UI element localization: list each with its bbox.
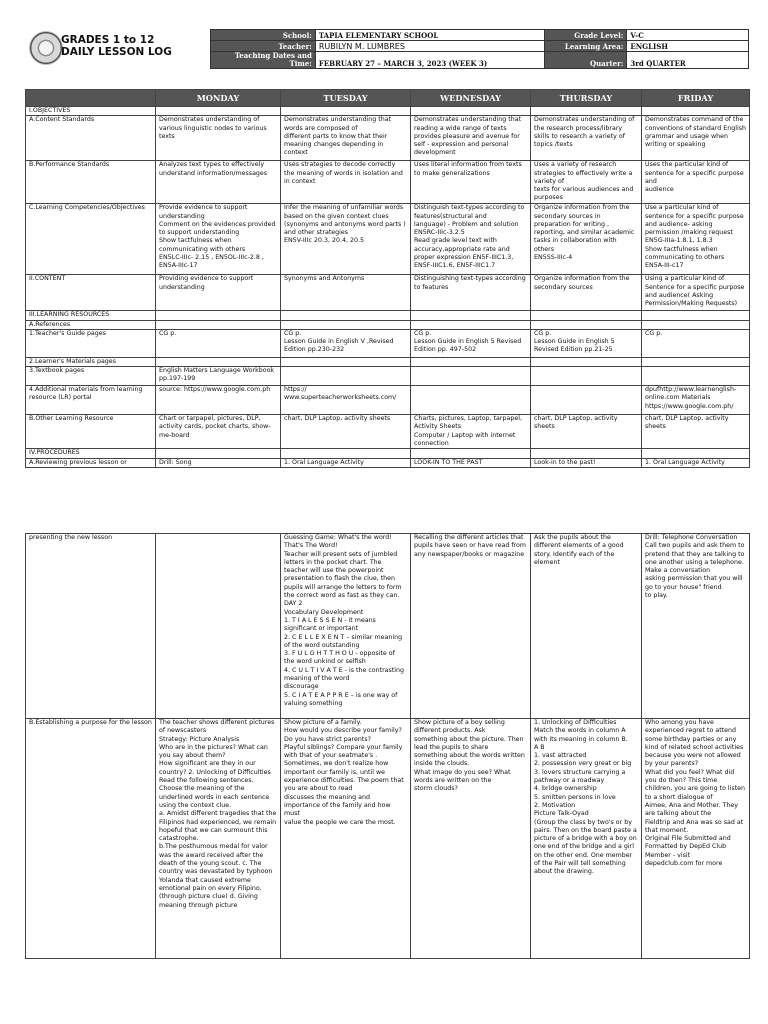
lesson-cell [531,449,642,458]
lesson-cell: 1. Oral Language Activity [642,458,750,467]
lesson-cell [281,320,411,329]
lesson-cell [642,320,750,329]
lesson-cell [281,357,411,366]
lesson-cell: Using a particular kind of Sentence for a specific purpose and audience( Asking Permission/Making Requests) [642,275,750,311]
row-label: IV.PROCEDURES [26,449,156,458]
lesson-cell: Chart or tarpapel, pictures, DLP, activity cards, pocket charts, show-me-board [156,415,281,449]
document-header [25,29,749,71]
lesson-cell: Providing evidence to support understanding [156,275,281,311]
day-thursday: THURSDAY [531,90,642,107]
lesson-cell: Recalling the different articles that pupils have seen or have read from any newspaper/books or magazine [411,534,531,719]
lesson-cell [156,357,281,366]
lesson-cell: CG p. Lesson Guide in English 5 Revised Edition pp. 497-502 [411,329,531,357]
lesson-cell: CG p. Lesson Guide in English V ,Revised Edition pp.230-232 [281,329,411,357]
lesson-cell: Show picture of a boy selling different products. Ask something about the picture. Then lead the pupils to share something about the words written inside the clouds. What image do you see? What words are written on the storm clouds? [411,719,531,959]
lesson-cell: Guessing Game: What's the word! That's The Word! Teacher will present sets of jumbled letters in the pocket chart. The teacher will use the powerpoint presentation to flash the clue, then pupils will arrange the letters to form the correct word as fast as they can. DAY 2 Vocabulary Development 1. T I A L E S S E N - it means significant or important 2. C E L L E X E N T – similar meaning of the word outstanding 3. F U L G H T T H O U - opposite of the word unkind or selfish 4. C U L T I V A T E - is the contrasting meaning of the word discourage 5. C I A T E A P P R E – is one way of valuing something [281,534,411,719]
lesson-cell: Infer the meaning of unfamiliar words based on the given context clues (synonyms and antonyms word parts ) and other strategies EN5V-IIIc 20.3, 20.4, 20.5 [281,204,411,275]
lesson-cell: CG p. Lesson Guide in English 5 Revised Edition pp.21-25 [531,329,642,357]
table-row [26,311,750,320]
table-row [26,386,750,415]
lesson-cell [531,107,642,116]
day-tuesday: TUESDAY [281,90,411,107]
lesson-cell: Uses a variety of research strategies to effectively write a variety of texts for various audiences and purposes [531,161,642,204]
lesson-cell: Charts, pictures, Laptop, tarpapel, Activity Sheets Computer / Laptop with internet connection [411,415,531,449]
row-label: B.Establishing a purpose for the lesson [26,719,156,959]
row-label: III.LEARNING RESOURCES [26,311,156,320]
table-row [26,449,750,458]
lesson-cell [281,107,411,116]
deped-seal-icon [29,31,63,65]
lesson-cell [642,367,750,386]
lesson-cell: Provide evidence to support understanding Comment on the evidences provided to support understanding Show tactfulness when communicating with others EN5LC-IIIc- 2.15 , EN5OL-IIIc-2.8 , EN5A-IIIc-17 [156,204,281,275]
lesson-cell: Look-in to the past! [531,458,642,467]
lesson-cell [411,320,531,329]
day-friday: FRIDAY [642,90,750,107]
lesson-cell: Drill: Song [156,458,281,467]
row-label: A.Content Standards [26,116,156,161]
grade-value: V-C [627,30,749,41]
table-row [26,204,750,275]
lesson-cell [531,311,642,320]
table-row [26,719,750,959]
dates-value: FEBRUARY 27 – MARCH 3, 2023 (WEEK 3) [315,52,545,69]
lesson-cell: Organize information from the secondary sources [531,275,642,311]
school-label: School: [211,30,316,41]
teacher-value: RUBILYN M. LUMBRES [315,41,545,52]
lesson-cell [411,449,531,458]
lesson-cell [281,367,411,386]
lesson-cell: Use a particular kind of sentence for a specific purpose and audience- asking permission /making request EN5G-IIIa-1.8.1, 1.8.3 Show tactfulness when communicating to others EN5A-III-c17 [642,204,750,275]
lesson-cell: Demonstrates understanding of various linguistic nodes to various texts [156,116,281,161]
table-row [26,107,750,116]
lesson-cell [281,449,411,458]
lesson-cell: chart, DLP Laptop, activity sheets [531,415,642,449]
grade-label: Grade Level: [545,30,627,41]
lesson-cell [642,357,750,366]
header-info-grid [210,29,749,69]
lesson-cell: 1. Unlocking of Difficulties Match the words in column A with its meaning in column B. A B 1. vast attracted 2. possession very great or big 3. lovers structure carrying a pathway or a roadway 4. bridge ownership 5. smitten persons in love 2. Motivation Picture Talk-Oyad (Group the class by two's or by pairs. Then on the board paste a picture of a bridge with a boy on one end of the bridge and a girl on the other end. One member of the Pair will tell something about the drawing. [531,719,642,959]
area-label: Learning Area: [545,41,627,52]
dates-label: Teaching Dates and Time: [211,52,316,69]
table-row [26,534,750,719]
lesson-cell [531,357,642,366]
lesson-cell [411,107,531,116]
lesson-cell [642,311,750,320]
table-row [26,275,750,311]
lesson-cell [156,107,281,116]
lesson-cell: English Matters Language Workbook pp.197-199 [156,367,281,386]
table-row [26,458,750,467]
day-monday: MONDAY [156,90,281,107]
table-row [26,415,750,449]
lesson-cell [642,107,750,116]
lesson-cell [531,320,642,329]
lesson-cell: Ask the pupils about the different elements of a good story. Identify each of the element [531,534,642,719]
lesson-cell: LOOK-IN TO THE PAST [411,458,531,467]
lesson-cell: Who among you have experienced regret to attend some birthday parties or any kind of related school activities because you were not allowed by your parents? What did you feel? What did you do then? This time children, you are going to listen to a short dialogue of Aimee, Ana and Mother. They are talking about the Fieldtrip and Ana was so sad at that moment. Original File Submitted and Formatted by DepEd Club Member - visit depedclub.com for more [642,719,750,959]
lesson-cell: chart, DLP Laptop, activity sheets [642,415,750,449]
row-label: 1.Teacher's Guide pages [26,329,156,357]
lesson-cell [156,534,281,719]
table-row [26,161,750,204]
lesson-cell: https:// www.superteacherworksheets.com/ [281,386,411,415]
lesson-cell: Organize information from the secondary sources in preparation for writing , reporting, and similar academic tasks in collaboration with others EN5SS-IIIc-4 [531,204,642,275]
lesson-cell: Distinguish text-types according to features(structural and language) - Problem and solution EN5RC-IIIc-3.2.5 Read grade level text with accuracy,appropriate rate and proper expression EN5F-IIIC1.3, EN5F-IIIC1.6, EN5F-IIIC1.7 [411,204,531,275]
day-wednesday: WEDNESDAY [411,90,531,107]
lesson-cell: Uses the particular kind of sentence for a specific purpose and audience [642,161,750,204]
lesson-cell: Synonyms and Antonyms [281,275,411,311]
lesson-cell: Uses literal information from texts to make generalizations [411,161,531,204]
lesson-cell: dpufhttp://www.learnenglish-online.com Materials https://www.google.com.ph/ [642,386,750,415]
school-value: TAPIA ELEMENTARY SCHOOL [315,30,545,41]
row-label: B.Performance Standards [26,161,156,204]
lesson-cell [281,311,411,320]
day-header-row [26,90,750,107]
lesson-cell [156,449,281,458]
quarter-value: 3rd QUARTER [627,52,749,69]
lesson-cell: Show picture of a family. How would you describe your family? Do you have strict parents? Playful siblings? Compare your family with that of your seatmate's . Sometimes, we don't realize how important our family is, until we experience difficulties. The poem that you are about to read discusses the meaning and importance of the family and how must value the people we care the most. [281,719,411,959]
lesson-cell: source: https://www.google.com.ph [156,386,281,415]
table-row [26,320,750,329]
lesson-cell: Demonstrates understanding that words are composed of different parts to know that their meaning changes depending in context [281,116,411,161]
lesson-cell [411,386,531,415]
lesson-cell: CG p. [642,329,750,357]
row-label: B.Other Learning Resource [26,415,156,449]
lesson-cell: Drill: Telephone Conversation Call two pupils and ask them to pretend that they are talking to one another using a telephone. Make a conversation asking permission that you will go to your house" friend to play. [642,534,750,719]
row-label: C.Learning Competencies/Objectives [26,204,156,275]
row-label: 3.Textbook pages [26,367,156,386]
lesson-cell: The teacher shows different pictures of newscasters Strategy: Picture Analysis Who are in the pictures? What can you say about them? How significant are they in our country? 2. Unlocking of Difficulties Read the following sentences. Choose the meaning of the underlined words in each sentence using the context clue. a. Amidst different tragedies that the Filipinos had experienced, we remain hopeful that we can surmount this catastrophe. b.The posthumous medal for valor was the award received after the death of the young scout. c. The country was devastated by typhoon Yolanda that caused extreme emotional pain on every Filipino. (through picture clue) d. Giving meaning through picture [156,719,281,959]
lesson-cell: Demonstrates understanding of the research process/library skills to research a variety of topics /texts [531,116,642,161]
lesson-cell: Demonstrates command of the conventions of standard English grammar and usage when writing or speaking [642,116,750,161]
lesson-cell: 1. Oral Language Activity [281,458,411,467]
row-label: 4.Additional materials from learning resource (LR) portal [26,386,156,415]
lesson-cell: chart, DLP Laptop, activity sheets [281,415,411,449]
table-row [26,116,750,161]
lesson-cell: Analyzes text types to effectively understand information/messages [156,161,281,204]
lesson-cell [411,311,531,320]
quarter-label: Quarter: [545,52,627,69]
table-row [26,367,750,386]
lesson-log-table-page2 [25,533,750,959]
lesson-cell [156,320,281,329]
area-value: ENGLISH [627,41,749,52]
row-label: I.OBJECTIVES [26,107,156,116]
lesson-cell [156,311,281,320]
lesson-cell: Uses strategies to decode correctly the meaning of words in isolation and in context [281,161,411,204]
lesson-log-table-page1 [25,89,750,468]
row-label: A.References [26,320,156,329]
row-label: A.Reviewing previous lesson or [26,458,156,467]
lesson-cell [531,386,642,415]
row-label: II.CONTENT [26,275,156,311]
lesson-cell [411,357,531,366]
lesson-cell [531,367,642,386]
lesson-cell [642,449,750,458]
lesson-cell: Distinguishing text-types according to features [411,275,531,311]
lesson-cell [411,367,531,386]
document-title: GRADES 1 to 12 DAILY LESSON LOG [61,34,172,58]
row-label: 2.Learner's Materials pages [26,357,156,366]
teacher-label: Teacher: [211,41,316,52]
row-label: presenting the new lesson [26,534,156,719]
table-row [26,329,750,357]
table-row [26,357,750,366]
header-corner [26,90,156,107]
lesson-cell: CG p. [156,329,281,357]
lesson-cell: Demonstrates understanding that reading a wide range of texts provides pleasure and avenue for self - expression and personal development [411,116,531,161]
